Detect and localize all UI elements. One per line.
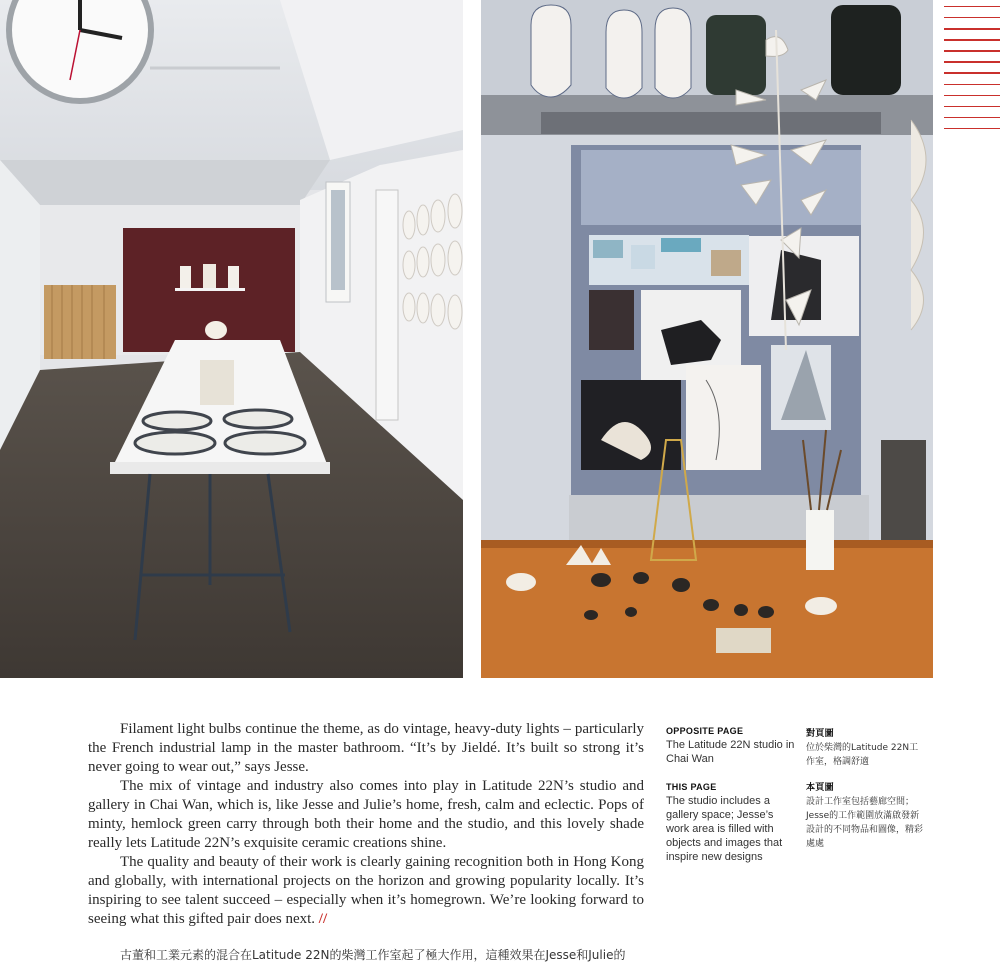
- workspace-photo: [481, 0, 933, 678]
- caption-text: The studio includes a gallery space; Jesse’s work area is filled with objects and images that inspire new designs: [666, 795, 783, 863]
- end-mark: //: [318, 911, 328, 927]
- chinese-paragraph-start: 古董和工業元素的混合在Latitude 22N的柴灣工作室起了極大作用，這種效果在Jesse和Julie的: [120, 948, 626, 962]
- article-body: [88, 720, 644, 929]
- caption-heading: 本頁圖: [806, 783, 834, 793]
- workspace-illustration: [481, 0, 933, 678]
- decorative-stripes: [944, 6, 1000, 139]
- article-paragraph: The mix of vintage and industry also comes into play in Latitude 22N’s studio and gallery in Chai Wan, which is, like Jesse and Julie’s home, fresh, calm and eclectic. Pops of minty, hemlock green carry through both their home and the studio, and this lovely shade really lets Latitude 22N’s exquisite ceramic creations shine.: [88, 778, 644, 851]
- caption-this-page-cn: [806, 780, 924, 851]
- caption-opposite-page: [666, 726, 796, 766]
- article-paragraph: Filament light bulbs continue the theme, as do vintage, heavy-duty lights – particularly the French industrial lamp in the master bathroom. “It’s by Jieldé. It’s built so strong it’s never going to wear out,” says Jesse.: [88, 721, 644, 775]
- caption-text: 設計工作室包括藝廊空間；Jesse的工作範圍放滿啟發新設計的不同物品和圖像，精彩處處: [806, 797, 924, 849]
- caption-this-page: [666, 782, 796, 864]
- caption-heading: OPPOSITE PAGE: [666, 726, 744, 736]
- article-paragraph-text: The quality and beauty of their work is clearly gaining recognition both in Hong Kong and globally, with international projects on the horizon and growing popularity locally. It’s inspiring to see talent succeed – especially when it’s homegrown. We’re looking forward to seeing what this gifted pair does next.: [88, 854, 644, 927]
- caption-text: 位於柴灣的Latitude 22N工作室，格調舒適: [806, 743, 919, 767]
- caption-heading: THIS PAGE: [666, 782, 717, 792]
- gallery-photo: [0, 0, 463, 678]
- caption-opposite-page-cn: [806, 726, 924, 769]
- caption-heading: 對頁圖: [806, 729, 834, 739]
- caption-text: The Latitude 22N studio in Chai Wan: [666, 739, 795, 765]
- gallery-illustration: [0, 0, 463, 678]
- article-paragraph: [88, 853, 644, 929]
